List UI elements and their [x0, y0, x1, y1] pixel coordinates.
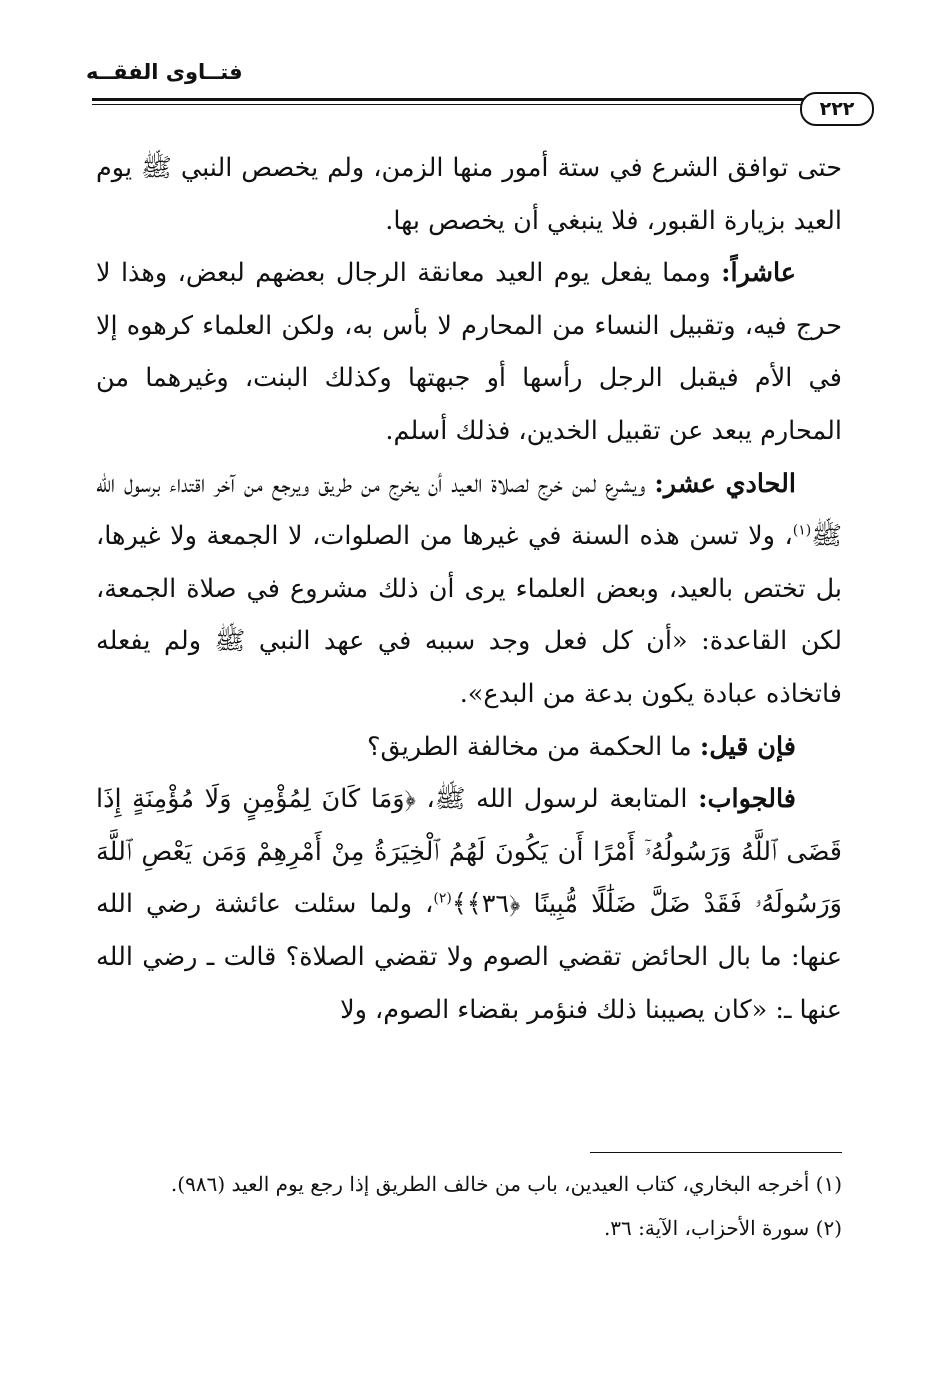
paragraph-lead-eleventh: الحادي عشر:	[654, 468, 796, 499]
paragraph-text-answer-b: ، ولما سئلت عائشة رضي الله عنها: ما بال الحائض تقضي الصوم ولا تقضي الصلاة؟ قالت ـ رضي الله عنها ـ: «كان يصيبنا ذلك فنؤمر بقضاء الصوم، ولا	[96, 889, 842, 1025]
paragraph-text-question: ما الحكمة من مخالفة الطريق؟	[367, 731, 700, 762]
footnote-2: (٢) سورة الأحزاب، الآية: ٣٦.	[603, 1216, 842, 1240]
paragraph-text-tenth: ومما يفعل يوم العيد معانقة الرجال بعضهم لبعض، وهذا لا حرج فيه، وتقبيل النساء من المحارم لا بأس به، ولكن العلماء كرهوه إلا في الأم فيقبل الرجل رأسها أو جبهتها وكذلك البنت، وغيرهما من المحارم يبعد عن تقبيل الخدين، فذلك أسلم.	[96, 258, 842, 446]
footnote-ref-2[interactable]: (٢)	[433, 890, 452, 907]
paragraph-eleventh	[96, 458, 842, 721]
paragraph-question	[96, 721, 842, 774]
paragraph-text-eleventh-b: ، ولا تسن هذه السنة في غيرها من الصلوات، لا الجمعة ولا غيرها، بل تختص بالعيد، وبعض العلماء يرى أن ذلك مشروع في صلاة الجمعة، لكن القاعدة: «أن كل فعل وجد سببه في عهد النبي ﷺ ولم يفعله فاتخاذه عبادة يكون بدعة من البدع».	[96, 521, 842, 709]
paragraph-text-answer-a: المتابعة لرسول الله ﷺ، ﴿وَمَا كَانَ لِمُؤْمِنٍ وَلَا مُؤْمِنَةٍ إِذَا قَضَى ٱللَّهُ وَرَسُولُهُۥٓ أَمْرًا أَن يَكُونَ لَهُمُ ٱلْخِيَرَةُ مِنْ أَمْرِهِمْ وَمَن يَعْصِ ٱللَّهَ وَرَسُولَهُۥ فَقَدْ ضَلَّ ضَلَٰلًا مُّبِينًا ﴿٣٦﴾﴾	[96, 784, 842, 920]
header-rule-thick	[92, 98, 804, 101]
header-rule-thin	[92, 104, 804, 105]
footnote-separator	[590, 1152, 842, 1153]
body-text	[96, 142, 842, 1036]
page-number: ٢٢٢	[800, 92, 874, 126]
footnote-1: (١) أخرجه البخاري، كتاب العيدين، باب من خالف الطريق إذا رجع يوم العيد (٩٨٦).	[170, 1172, 842, 1196]
paragraph-tenth	[96, 247, 842, 457]
paragraph-continuation: حتى توافق الشرع في ستة أمور منها الزمن، ولم يخصص النبي ﷺ يوم العيد بزيارة القبور، فلا ينبغي أن يخصص بها.	[96, 153, 842, 236]
footnotes	[96, 1165, 842, 1253]
running-title: فتــاوى الفقــه	[86, 60, 243, 84]
paragraph-text-eleventh-a: ويشرع لمن خرج لصلاة العيد أن يخرج من طريق ويرجع من آخر اقتداء برسول الله ﷺ	[96, 468, 842, 552]
paragraph-lead-answer: فالجواب:	[698, 784, 796, 815]
footnote-ref-1[interactable]: (١)	[792, 522, 812, 539]
paragraph-answer	[96, 773, 842, 1036]
paragraph-lead-question: فإن قيل:	[699, 731, 796, 762]
paragraph-lead-tenth: عاشراً:	[721, 258, 796, 289]
